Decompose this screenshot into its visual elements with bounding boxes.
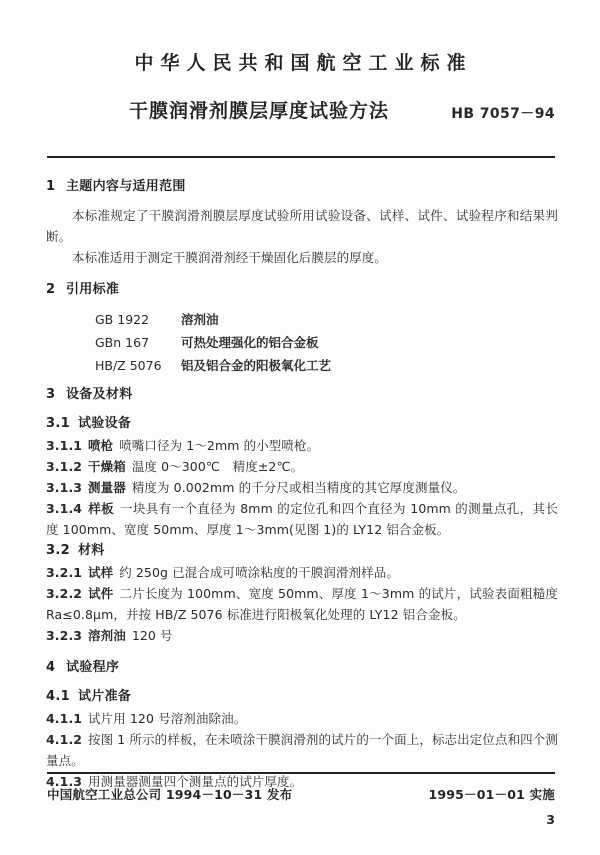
reference-code: HB/Z 5076 [95, 358, 162, 373]
clause-lead: 测量器 [88, 480, 126, 495]
clause-number: 3.2.1 [46, 565, 83, 580]
section-heading-1 [46, 176, 600, 198]
spacer [0, 268, 600, 279]
clause-lead: 试样 [88, 565, 114, 580]
section-title: 设备及材料 [66, 387, 133, 402]
spacer [0, 377, 600, 384]
clause-text: 一块具有一个直径为 8mm 的定位孔和四个直径为 10mm 的测量点孔，其长度 100mm、宽度 50mm、厚度 1～3mm(见图 1)的 LY12 铝合金板。 [46, 501, 559, 537]
clause-lead: 试件 [88, 586, 114, 601]
clause-3-1-3 [46, 477, 558, 498]
clause-number: 3.1.1 [46, 438, 83, 453]
subsection-title: 试片准备 [78, 689, 132, 704]
clause-text: 精度为 0.002mm 的千分尺或相当精度的其它厚度测量仪。 [131, 480, 466, 495]
clause-number: 3.1.3 [46, 480, 83, 495]
spacer [0, 646, 600, 657]
clause-text: 喷嘴口径为 1～2mm 的小型喷枪。 [119, 438, 320, 453]
section-number: 3 [46, 387, 56, 402]
clause-3-1-1 [46, 435, 558, 456]
reference-code: GBn 167 [95, 335, 150, 350]
subsection-heading-4-1 [46, 686, 600, 708]
clause-text: 二片长度为 100mm、宽度 50mm、厚度 1～3mm 的试片，试验表面粗糙度 Ra≤0.8μm，并按 HB/Z 5076 标准进行阳极氧化处理的 LY12 铝合金板。 [46, 586, 558, 622]
document-header [0, 0, 600, 126]
document-footer [47, 785, 555, 803]
clause-lead: 干燥箱 [88, 459, 126, 474]
reference-name: 可热处理强化的铝合金板 [181, 335, 319, 350]
standard-title: 干膜润滑剂膜层厚度试验方法 [128, 100, 389, 122]
clause-text: 按图 1 所示的样板，在未喷涂干膜润滑剂的试片的一个面上，标志出定位点和四个测量点。 [46, 732, 558, 768]
section-heading-2 [46, 279, 600, 301]
section-number: 1 [46, 179, 56, 194]
spacer [0, 198, 600, 205]
section-heading-3 [46, 384, 600, 406]
clause-number: 4.1.2 [46, 732, 83, 747]
clause-3-2-3 [46, 625, 558, 646]
clause-3-1-4 [46, 498, 558, 540]
clause-text: 温度 0～300℃ 精度±2℃。 [131, 459, 304, 474]
paragraph: 本标准规定了干膜润滑剂膜层厚度试验所用试验设备、试样、试件、试验程序和结果判断。 [46, 208, 558, 244]
clause-lead: 溶剂油 [88, 628, 126, 643]
national-standard-title: 中华人民共和国航空工业标准 [134, 52, 473, 74]
clause-number: 3.1.2 [46, 459, 83, 474]
paragraph: 本标准适用于测定干膜润滑剂经干燥固化后膜层的厚度。 [72, 250, 388, 265]
spacer [0, 301, 600, 308]
clause-3-2-2 [46, 583, 558, 625]
clause-4-1-2 [46, 729, 558, 771]
title-row [0, 96, 600, 126]
clause-lead: 样板 [88, 501, 115, 516]
clause-number: 3.1.4 [46, 501, 83, 516]
section-number: 2 [46, 282, 56, 297]
clause-text: 约 250g 已混合成可喷涂粘度的干膜润滑剂样品。 [119, 565, 399, 580]
footer-issuer: 中国航空工业总公司 1994－10－31 发布 [47, 787, 293, 802]
clause-number: 4.1.1 [46, 711, 83, 726]
reference-name: 溶剂油 [181, 312, 219, 327]
spacer [0, 679, 600, 686]
footer-effective-date: 1995－01－01 实施 [428, 787, 555, 802]
section-title: 引用标准 [66, 282, 120, 297]
section-number: 4 [46, 660, 56, 675]
spacer [0, 406, 600, 413]
subsection-title: 材料 [78, 543, 105, 558]
subsection-heading-3-2 [46, 540, 600, 562]
clause-3-1-2 [46, 456, 558, 477]
subsection-number: 3.2 [46, 543, 70, 558]
clause-text: 120 号 [131, 628, 173, 643]
footer-divider-rule [47, 772, 555, 774]
header-divider-rule [47, 156, 555, 158]
section-title: 主题内容与适用范围 [66, 179, 186, 194]
reference-item [95, 308, 600, 331]
clause-4-1-1 [46, 708, 558, 729]
reference-name: 铝及铝合金的阳极氧化工艺 [181, 358, 332, 373]
subsection-number: 4.1 [46, 689, 70, 704]
subsection-title: 试验设备 [78, 416, 132, 431]
clause-number: 3.2.2 [46, 586, 83, 601]
reference-item [95, 331, 600, 354]
clause-number: 4.1.3 [46, 774, 83, 789]
reference-item [95, 354, 600, 377]
reference-code: GB 1922 [95, 312, 150, 327]
subsection-heading-3-1 [46, 413, 600, 435]
clause-number: 3.2.3 [46, 628, 83, 643]
subsection-number: 3.1 [46, 416, 70, 431]
document-body [0, 176, 600, 792]
clause-text: 用测量器测量四个测量点的试片厚度。 [88, 774, 303, 789]
page-number: 3 [546, 812, 555, 827]
clause-lead: 喷枪 [88, 438, 114, 453]
clause-text: 试片用 120 号溶剂油除油。 [88, 711, 247, 726]
clause-3-2-1 [46, 562, 558, 583]
section-title: 试验程序 [66, 660, 120, 675]
standard-number: HB 7057－94 [451, 106, 555, 122]
section-heading-4 [46, 657, 600, 679]
